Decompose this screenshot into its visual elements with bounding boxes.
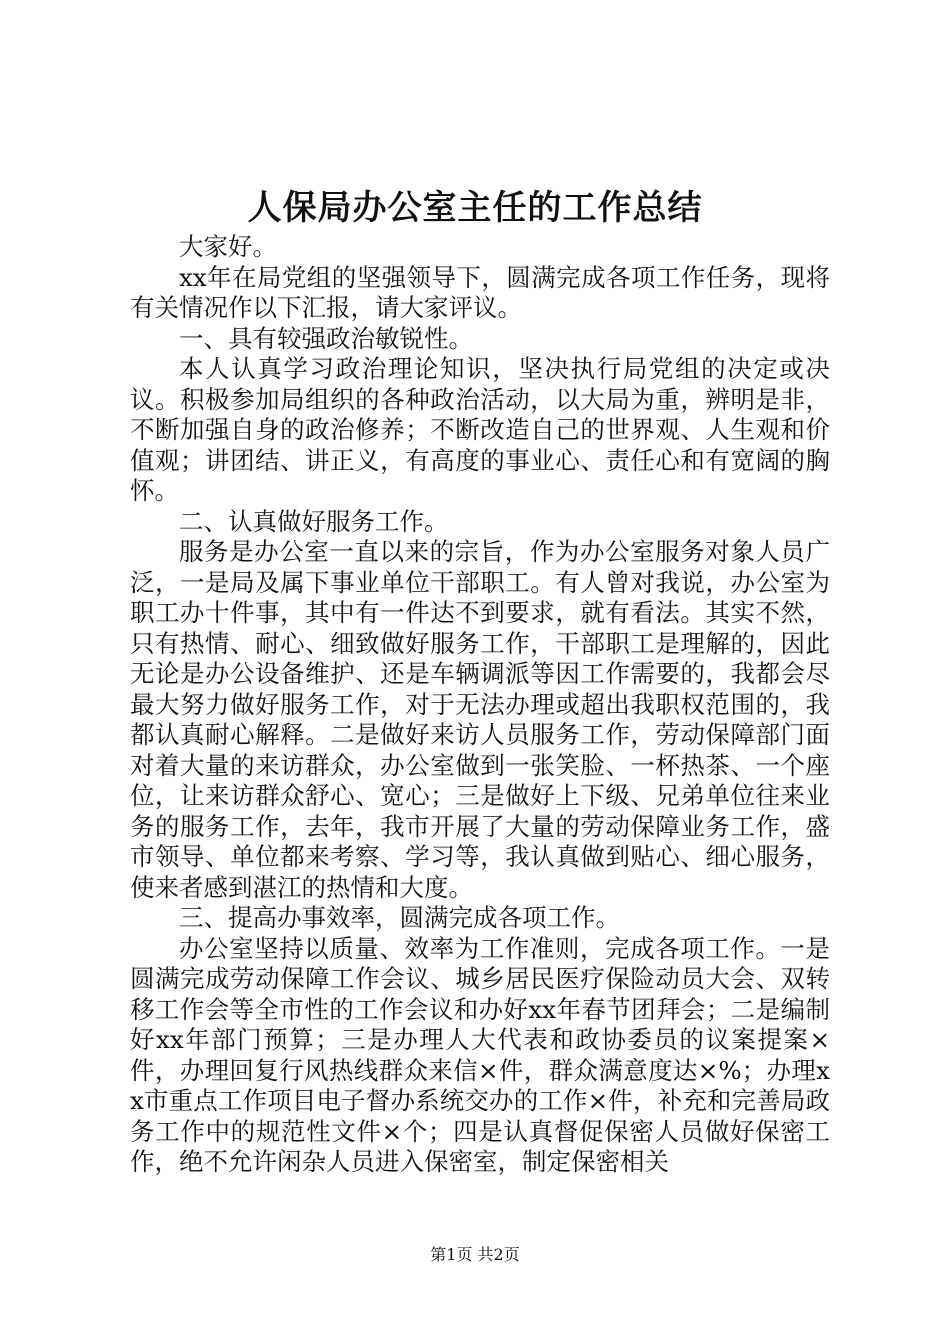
page-number-footer: 第1页 共2页 (430, 1245, 520, 1264)
section-heading-3: 三、提高办事效率，圆满完成各项工作。 (179, 903, 620, 932)
document-body (130, 232, 830, 1178)
intro-paragraph: xx年在局党组的坚强领导下，圆满完成各项工作任务，现将有关情况作以下汇报，请大家评议。 (130, 262, 830, 322)
document-title: 人保局办公室主任的工作总结 (247, 188, 703, 228)
section-body-1: 本人认真学习政治理论知识，坚决执行局党组的决定或决议。积极参加局组织的各种政治活动，以大局为重，辨明是非，不断加强自身的政治修养；不断改造自己的世界观、人生观和价值观；讲团结、讲正义，有高度的事业心、责任心和有宽阔的胸怀。 (130, 354, 830, 505)
section-heading-2: 二、认真做好服务工作。 (179, 506, 449, 536)
greeting-paragraph: 大家好。 (179, 232, 277, 261)
section-body-2: 服务是办公室一直以来的宗旨，作为办公室服务对象人员广泛，一是局及属下事业单位干部职工。有人曾对我说，办公室为职工办十件事，其中有一件达不到要求，就有看法。其实不然，只有热情、耐心、细致做好服务工作，干部职工是理解的，因此无论是办公设备维护、还是车辆调派等因工作需要的，我都会尽最大努力做好服务工作，对于无法办理或超出我职权范围的，我都认真耐心解释。二是做好来访人员服务工作，劳动保障部门面对着大量的来访群众，办公室做到一张笑脸、一杯热茶、一个座位，让来访群众舒心、宽心；三是做好上下级、兄弟单位往来业务的服务工作，去年，我市开展了大量的劳动保障业务工作，盛市领导、单位都来考察、学习等，我认真做到贴心、细心服务，使来者感到湛江的热情和大度。 (130, 537, 830, 902)
section-heading-1: 一、具有较强政治敏锐性。 (179, 323, 473, 353)
section-body-3: 办公室坚持以质量、效率为工作准则，完成各项工作。一是圆满完成劳动保障工作会议、城乡居民医疗保险动员大会、双转移工作会等全市性的工作会议和办好xx年春节团拜会；二是编制好xx年部门预算；三是办理人大代表和政协委员的议案提案×件，办理回复行风热线群众来信×件，群众满意度达×%；办理xx市重点工作项目电子督办系统交办的工作×件，补充和完善局政务工作中的规范性文件×个；四是认真督促保密人员做好保密工作，绝不允许闲杂人员进入保密室，制定保密相关 (130, 933, 830, 1176)
